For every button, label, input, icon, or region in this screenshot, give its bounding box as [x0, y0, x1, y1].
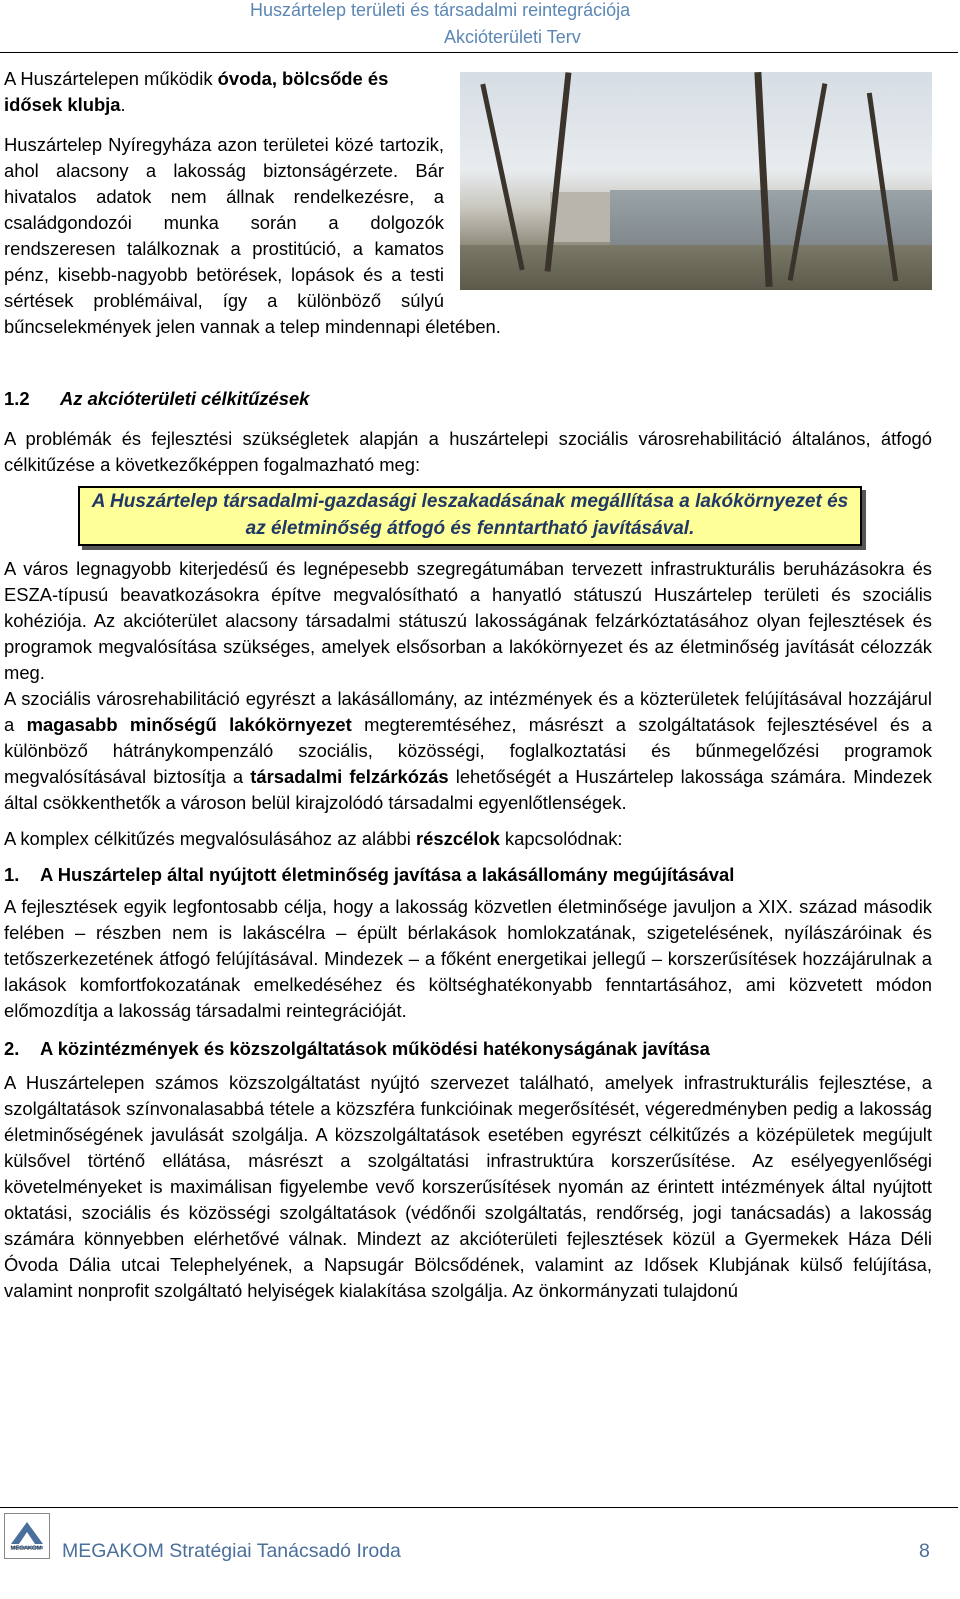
section-lead: A problémák és fejlesztési szükségletek alapján a huszártelepi szociális városrehabilitáció általános, átfogó célkitűzése a következőképpen fogalmazható meg: — [4, 428, 932, 475]
intro-paragraph-2: Huszártelep Nyíregyháza azon területei közé tartozik, ahol alacsony a lakosság biztonságérzete. Bár hivatalos adatok nem állnak rendelkezésre, a családgondozói munka során a dolgozók rendszeresen találkoznak a prostitúció, a kamatos pénz, kisebb-nagyobb betörések, lopások és a testi sértések problémáival, így a különböző súlyú bűncselekmények jelen vannak a telep mindennapi életében. — [4, 134, 501, 337]
photo-ground — [460, 245, 932, 290]
header-subtitle: Akcióterületi Terv — [444, 27, 581, 47]
goal-2-text: A Huszártelepen számos közszolgáltatást nyújtó szervezet található, amelyek infrastrukturális fejlesztése, a szolgáltatások színvonalasabbá tétele a közszféra funkcióinak megerősítését, végeredményben pedig a lakosság életminőségének javulását szolgálja. A közszolgáltatások esetében egyrészt célkitűzés a középületek megújult külsővel történő ellátása, másrészt a szolgáltatási infrastruktúra korszerűsítése. Az esélyegyenlőségi követelményeket is maximálisan figyelembe vevő korszerűsítések nyomán az érintett intézmények által nyújtott oktatási, szociális és közösségi szolgáltatások (védőnői szolgáltatás, rendőrség, jogi tanácsadás) a lakosság számára könnyebben elérhetővé válnak. Mindezt az akcióterületi fejlesztések közül a Gyermekek Háza Déli Óvoda Dália utcai Telephelyének, a Napsugár Bölcsődének, valamint az Idősek Klubjának külső felújítása, valamint nonprofit szolgáltató helyiségek kialakítása szolgálja. Az önkormányzati tulajdonú — [4, 1072, 932, 1301]
goal-1-heading: 1. A Huszártelep által nyújtott életminőség javítása a lakásállomány megújításával — [4, 864, 735, 885]
logo-text: MEGAKOM — [10, 1546, 42, 1552]
intro-block — [4, 62, 932, 340]
body-paragraph-2: A szociális városrehabilitáció egyrészt a lakásállomány, az intézmények és a közterületek felújításával hozzájárul a magasabb minőségű lakókörnyezet megteremtéséhez, másrészt a szolgáltatások fejlesztésével és a különböző hátránykompenzáló szociális, közösségi, foglalkoztatási és bűnmegelőzési programok megvalósításával biztosítja a társadalmi felzárkózás lehetőségét a Huszártelep lakossága számára. Mindezek által csökkenthetők a városon belül kirajzolódó társadalmi egyenlőtlenségek. — [4, 688, 933, 813]
section-title: Az akcióterületi célkitűzések — [60, 388, 310, 409]
header-divider — [0, 52, 958, 53]
body-paragraph-1: A város legnagyobb kiterjedésű és legnépesebb szegregátumában tervezett infrastrukturális beruházásokra és ESZA-típusú beavatkozásokra építve megvalósítható a hanyatló státuszú Huszártelep területi és szociális kohéziója. Az akcióterület alacsony társadalmi státuszú lakosságának felzárkóztatásához olyan fejlesztések és programok megvalósítása szükséges, amelyek elsősorban a lakókörnyezet és az életminőség javítását célozzák meg. — [4, 558, 932, 683]
footer-organization: MEGAKOM Stratégiai Tanácsadó Iroda — [62, 1540, 401, 1562]
goal-highlight-box: A Huszártelep társadalmi-gazdasági leszakadásának megállítása a lakókörnyezet és az életminőség átfogó és fenntartható javításával. — [78, 486, 862, 546]
section-number: 1.2 — [4, 388, 30, 409]
goal-1-text: A fejlesztések egyik legfontosabb célja, hogy a lakosság közvetlen életminősége javuljon a XIX. század második felében – részben nem is lakáscélra – épült bérlakások homlokzatának, szigetelésének, nyílászáróinak és tetőszerkezetének átfogó felújításával. Mindezek – a főként energetikai jellegű – korszerűsítések hozzájárulnak a lakások komfortfokozatának emelkedéséhez és költséghatékonyabb fenntartásához, ami közvetett módon előmozdítja a lakosság társadalmi reintegrációját. — [4, 896, 932, 1021]
page-number: 8 — [919, 1540, 930, 1562]
header-title: Huszártelep területi és társadalmi reintegrációja — [250, 0, 631, 20]
megakom-logo — [4, 1513, 50, 1559]
body-paragraph-3: A komplex célkitűzés megvalósulásához az alábbi részcélok kapcsolódnak: — [4, 828, 623, 849]
page-content — [4, 62, 932, 1304]
section-heading — [4, 386, 932, 412]
footer-divider — [0, 1507, 958, 1508]
intro-paragraph-1: A Huszártelepen működik óvoda, bölcsőde és idősek klubja. — [4, 68, 389, 115]
goal-2-heading: 2. A közintézmények és közszolgáltatások működési hatékonyságának javítása — [4, 1038, 710, 1059]
photo-tree — [480, 84, 524, 271]
huszartelep-photo — [460, 72, 932, 290]
